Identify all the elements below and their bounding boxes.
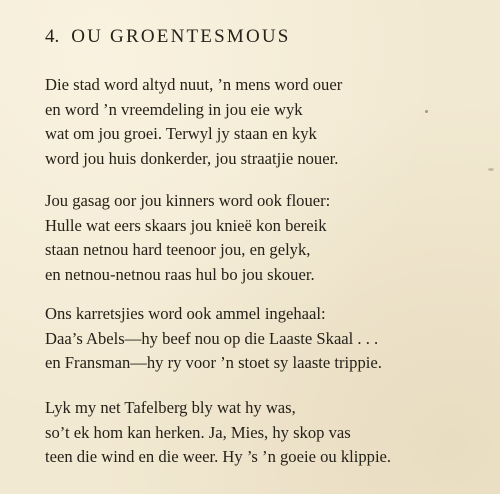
poem-title: OU GROENTESMOUS: [71, 26, 291, 47]
poem-line: Die stad word altyd nuut, ’n mens word ouer: [45, 75, 343, 94]
stanza-2: [45, 189, 330, 287]
poem-number: 4.: [45, 26, 60, 47]
poem-line: Ons karretsjies word ook ammel ingehaal:: [45, 304, 326, 323]
poem-line: word jou huis donkerder, jou straatjie nouer.: [45, 148, 339, 168]
poem-line: wat om jou groei. Terwyl jy staan en kyk: [45, 124, 317, 143]
poem-line: en Fransman—hy ry voor ’n stoet sy laaste trippie.: [45, 353, 382, 372]
poem-line: en netnou-netnou raas hul bo jou skouer.: [45, 264, 315, 284]
paper-speck: [425, 110, 428, 113]
poem-heading: [45, 26, 291, 48]
poem-line: so’t ek hom kan herken. Ja, Mies, hy skop vas: [45, 422, 351, 442]
poem-line: en word ’n vreemdeling in jou eie wyk: [45, 99, 303, 119]
poem-line: staan netnou hard teenoor jou, en gelyk,: [45, 240, 311, 259]
poem-line: teen die wind en die weer. Hy ’s ’n goeie ou klippie.: [45, 447, 392, 466]
poem-line: Daa’s Abels—hy beef nou op die Laaste Skaal . . .: [45, 328, 379, 348]
stanza-3: [45, 302, 382, 376]
poem-line: Hulle wat eers skaars jou knieë kon bereik: [45, 215, 327, 235]
poem-line: Jou gasag oor jou kinners word ook flouer:: [45, 191, 331, 210]
stanza-4: [45, 396, 391, 470]
poem-line: Lyk my net Tafelberg bly wat hy was,: [45, 398, 296, 417]
stanza-1: [45, 73, 342, 171]
paper-speck: [488, 168, 494, 171]
